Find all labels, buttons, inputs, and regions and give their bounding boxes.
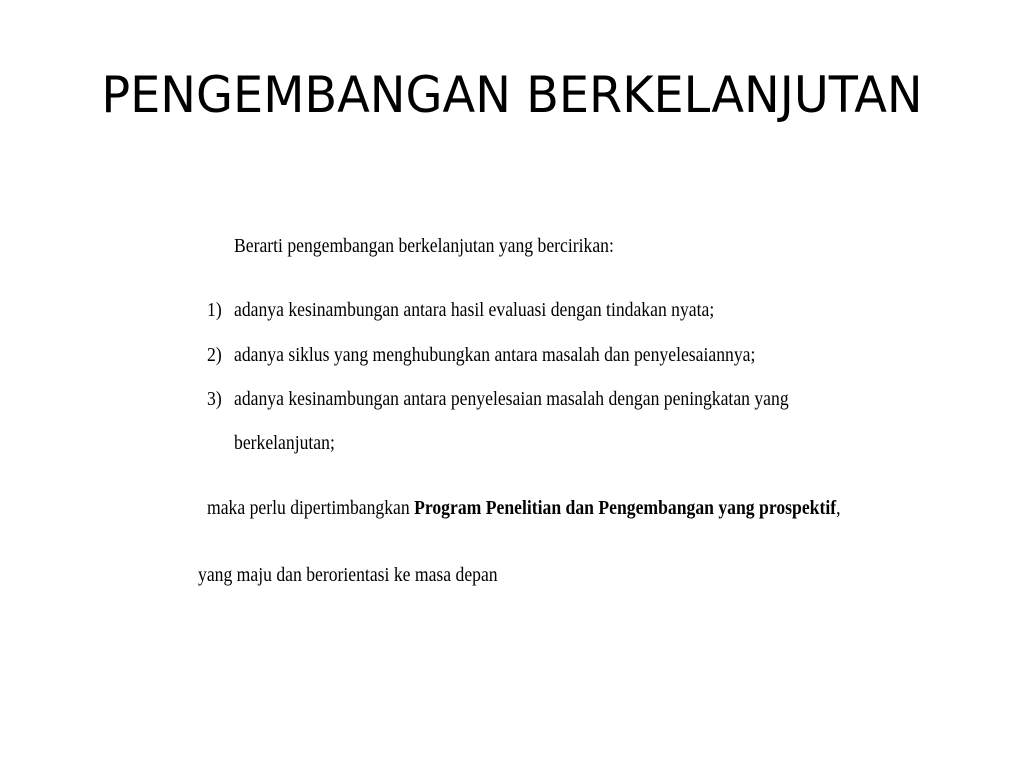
conclusion-suffix: , <box>836 497 841 519</box>
final-line: yang maju dan berorientasi ke masa depan <box>198 564 498 586</box>
conclusion-text <box>207 496 840 520</box>
list-item-continuation: berkelanjutan; <box>234 432 335 454</box>
list-item-number: 1) <box>207 299 222 321</box>
intro-text: Berarti pengembangan berkelanjutan yang bercirikan: <box>234 235 614 257</box>
list-item-text: adanya kesinambungan antara penyelesaian masalah dengan peningkatan yang <box>234 388 789 410</box>
list-item-number: 3) <box>207 388 222 410</box>
conclusion-program-name: Program Penelitian dan Pengembangan yang prospektif <box>414 497 837 519</box>
conclusion-prefix: maka perlu dipertimbangkan <box>207 497 415 519</box>
list-item-text: adanya siklus yang menghubungkan antara masalah dan penyelesaiannya; <box>234 344 756 366</box>
slide-title: PENGEMBANGAN BERKELANJUTAN <box>101 66 923 124</box>
list-item-text: adanya kesinambungan antara hasil evaluasi dengan tindakan nyata; <box>234 299 715 321</box>
list-item-number: 2) <box>207 344 222 366</box>
